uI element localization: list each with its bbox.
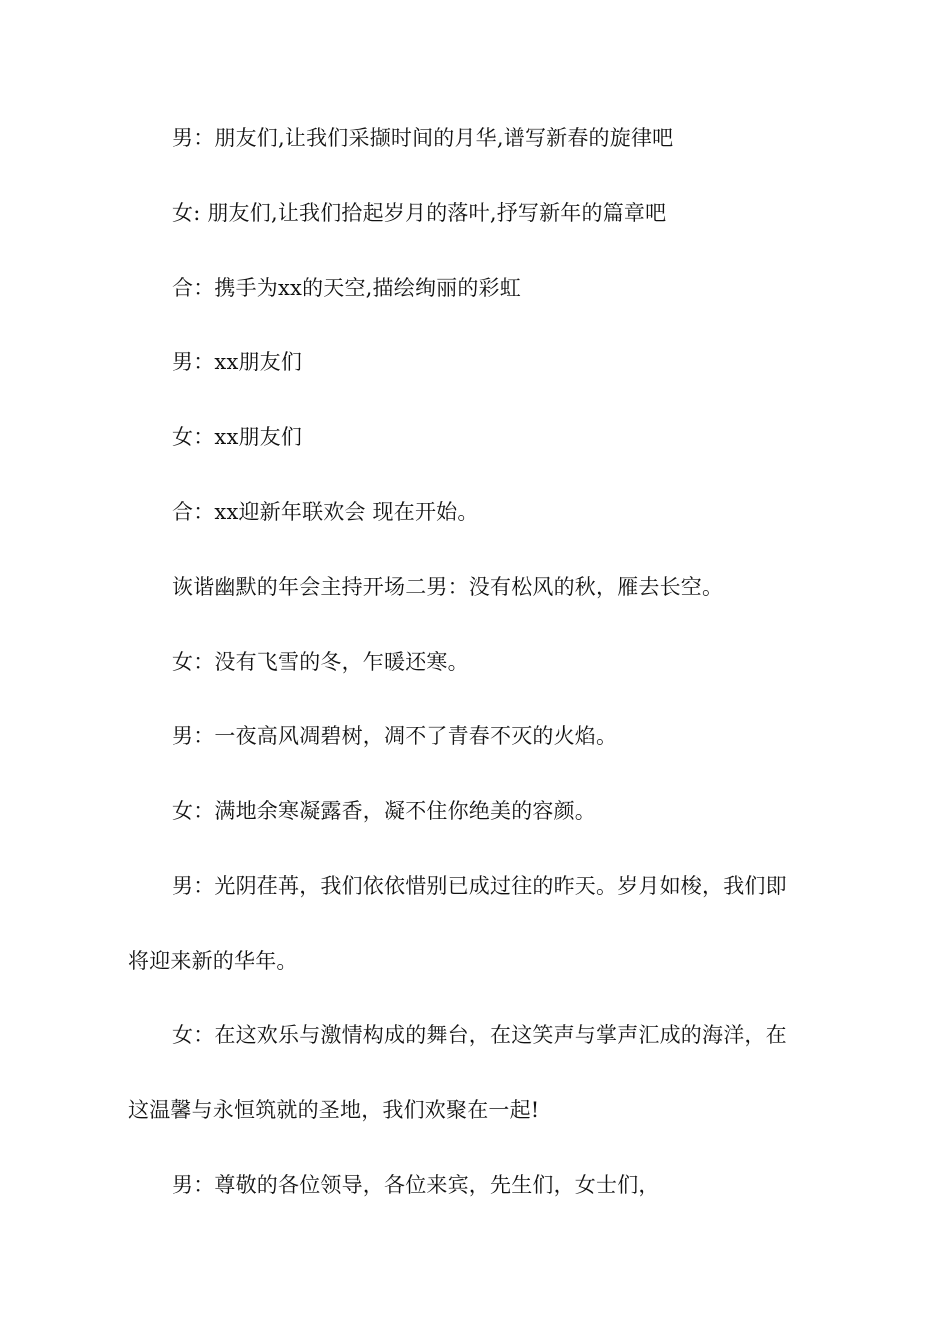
script-line-13: 男：尊敬的各位领导，各位来宾，先生们，女士们，: [172, 1173, 660, 1197]
script-line-3: 合：携手为xx的天空,描绘绚丽的彩虹: [172, 276, 521, 300]
script-line-7: 诙谐幽默的年会主持开场二男：没有松风的秋，雁去长空。: [172, 575, 724, 599]
script-line-11-continued: 将迎来新的华年。: [128, 949, 298, 973]
script-line-11: 男：光阴荏苒，我们依依惜别已成过往的昨天。岁月如梭，我们即: [172, 874, 787, 898]
script-line-8: 女：没有飞雪的冬，乍暖还寒。: [172, 650, 469, 674]
script-line-9: 男：一夜高风凋碧树，凋不了青春不灭的火焰。: [172, 724, 618, 748]
script-line-12-continued: 这温馨与永恒筑就的圣地，我们欢聚在一起!: [128, 1098, 540, 1122]
script-line-12: 女：在这欢乐与激情构成的舞台，在这笑声与掌声汇成的海洋，在: [172, 1023, 787, 1047]
script-line-10: 女：满地余寒凝露香，凝不住你绝美的容颜。: [172, 799, 596, 823]
script-line-4: 男：xx朋友们: [172, 350, 303, 374]
script-line-1: 男：朋友们,让我们采撷时间的月华,谱写新春的旋律吧: [172, 126, 674, 150]
script-line-5: 女：xx朋友们: [172, 425, 303, 449]
script-line-2: 女: 朋友们,让我们拾起岁月的落叶,抒写新年的篇章吧: [172, 201, 667, 225]
script-line-6: 合：xx迎新年联欢会 现在开始。: [172, 500, 479, 524]
